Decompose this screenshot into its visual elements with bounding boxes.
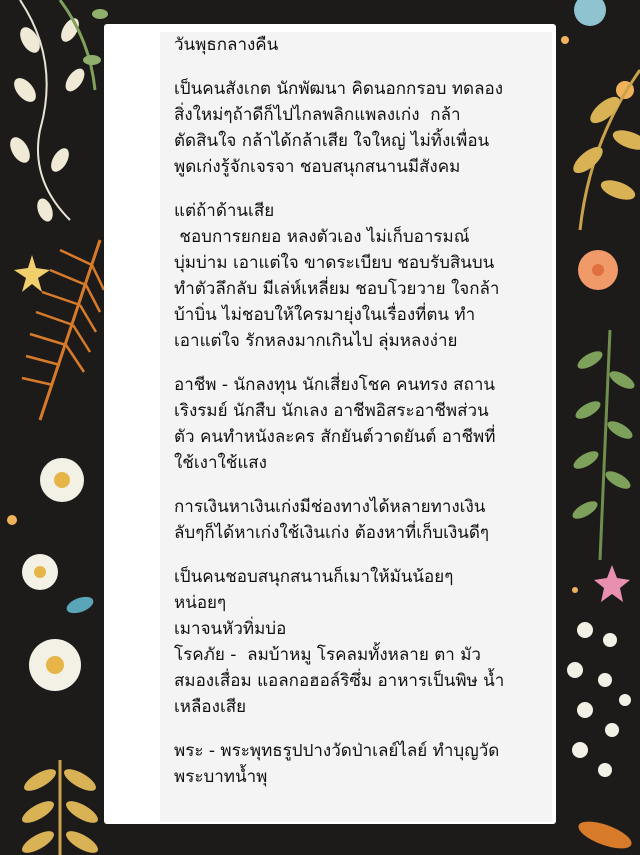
note-line: เป็นคนชอบสนุกสนานก็เมาให้มันน้อยๆ <box>174 567 454 587</box>
note-line: ตัดสินใจ กล้าได้กล้าเสีย ใจใหญ่ ไม่ทิ้งเพื่อน <box>174 131 490 151</box>
paragraph-gap <box>174 354 554 372</box>
note-line: สมองเสื่อม แอลกอฮอล์ริซึ่ม อาหารเป็นพิษ น้ำ <box>174 671 505 691</box>
paragraph-gap <box>174 720 554 738</box>
note-line: สิ่งใหม่ๆถ้าดีก็ไปไกลพลิกแพลงเก่ง กล้า <box>174 105 461 125</box>
note-line: ทำตัวลึกลับ มีเล่ห์เหลี่ยม ชอบโวยวาย ใจกล้า <box>174 279 500 299</box>
note-line: เริงรมย์ นักสืบ นักเลง อาชีพอิสระอาชีพส่วน <box>174 401 489 421</box>
paragraph-gap <box>174 58 554 76</box>
note-line: ชอบการยกยอ หลงตัวเอง ไม่เก็บอารมณ์ <box>174 227 470 247</box>
note-line: โรคภัย - ลมบ้าหมู โรคลมทั้งหลาย ตา มัว <box>174 645 481 665</box>
paragraph-gap <box>174 476 554 494</box>
note-line: เอาแต่ใจ รักหลงมากเกินไป ลุ่มหลงง่าย <box>174 331 458 351</box>
note-line: อาชีพ - นักลงทุน นักเสี่ยงโชค คนทรง สถาน <box>174 375 495 395</box>
paragraph-gap <box>174 180 554 198</box>
note-line: ใช้เงาใช้แสง <box>174 453 267 473</box>
orange-flower-icon <box>578 250 618 290</box>
paragraph-gap <box>174 546 554 564</box>
note-line: เหลืองเสีย <box>174 697 247 717</box>
note-text <box>174 32 554 790</box>
note-line: พระ - พระพุทธรูปปางวัดป่าเลย์ไลย์ ทำบุญวัด <box>174 741 500 761</box>
note-line: เมาจนหัวทิ่มบ่อ <box>174 619 287 639</box>
note-line: พูดเก่งรู้จักเจรจา ชอบสนุกสนานมีสังคม <box>174 157 461 177</box>
note-line: เป็นคนสังเกต นักพัฒนา คิดนอกกรอบ ทดลอง <box>174 79 504 99</box>
note-line: การเงินหาเงินเก่งมีช่องทางได้หลายทางเงิน <box>174 497 486 517</box>
note-line: บุ่มบ่าม เอาแต่ใจ ขาดระเบียบ ชอบรับสินบน <box>174 253 495 273</box>
note-line: ลับๆก็ได้หาเก่งใช้เงินเก่ง ต้องหาที่เก็บเงินดีๆ <box>174 523 490 543</box>
note-line: หน่อยๆ <box>174 593 227 613</box>
note-line: บ้าบิ่น ไม่ชอบให้ใครมายุ่งในเรื่องที่ตน ทำ <box>174 305 476 325</box>
note-line: แต่ถ้าด้านเสีย <box>174 201 275 221</box>
note-line: ตัว คนทำหนังละคร สักยันต์วาดยันต์ อาชีพที่ <box>174 427 496 447</box>
note-line: วันพุธกลางคืน <box>174 35 279 55</box>
note-line: พระบาทน้ำพุ <box>174 767 268 787</box>
